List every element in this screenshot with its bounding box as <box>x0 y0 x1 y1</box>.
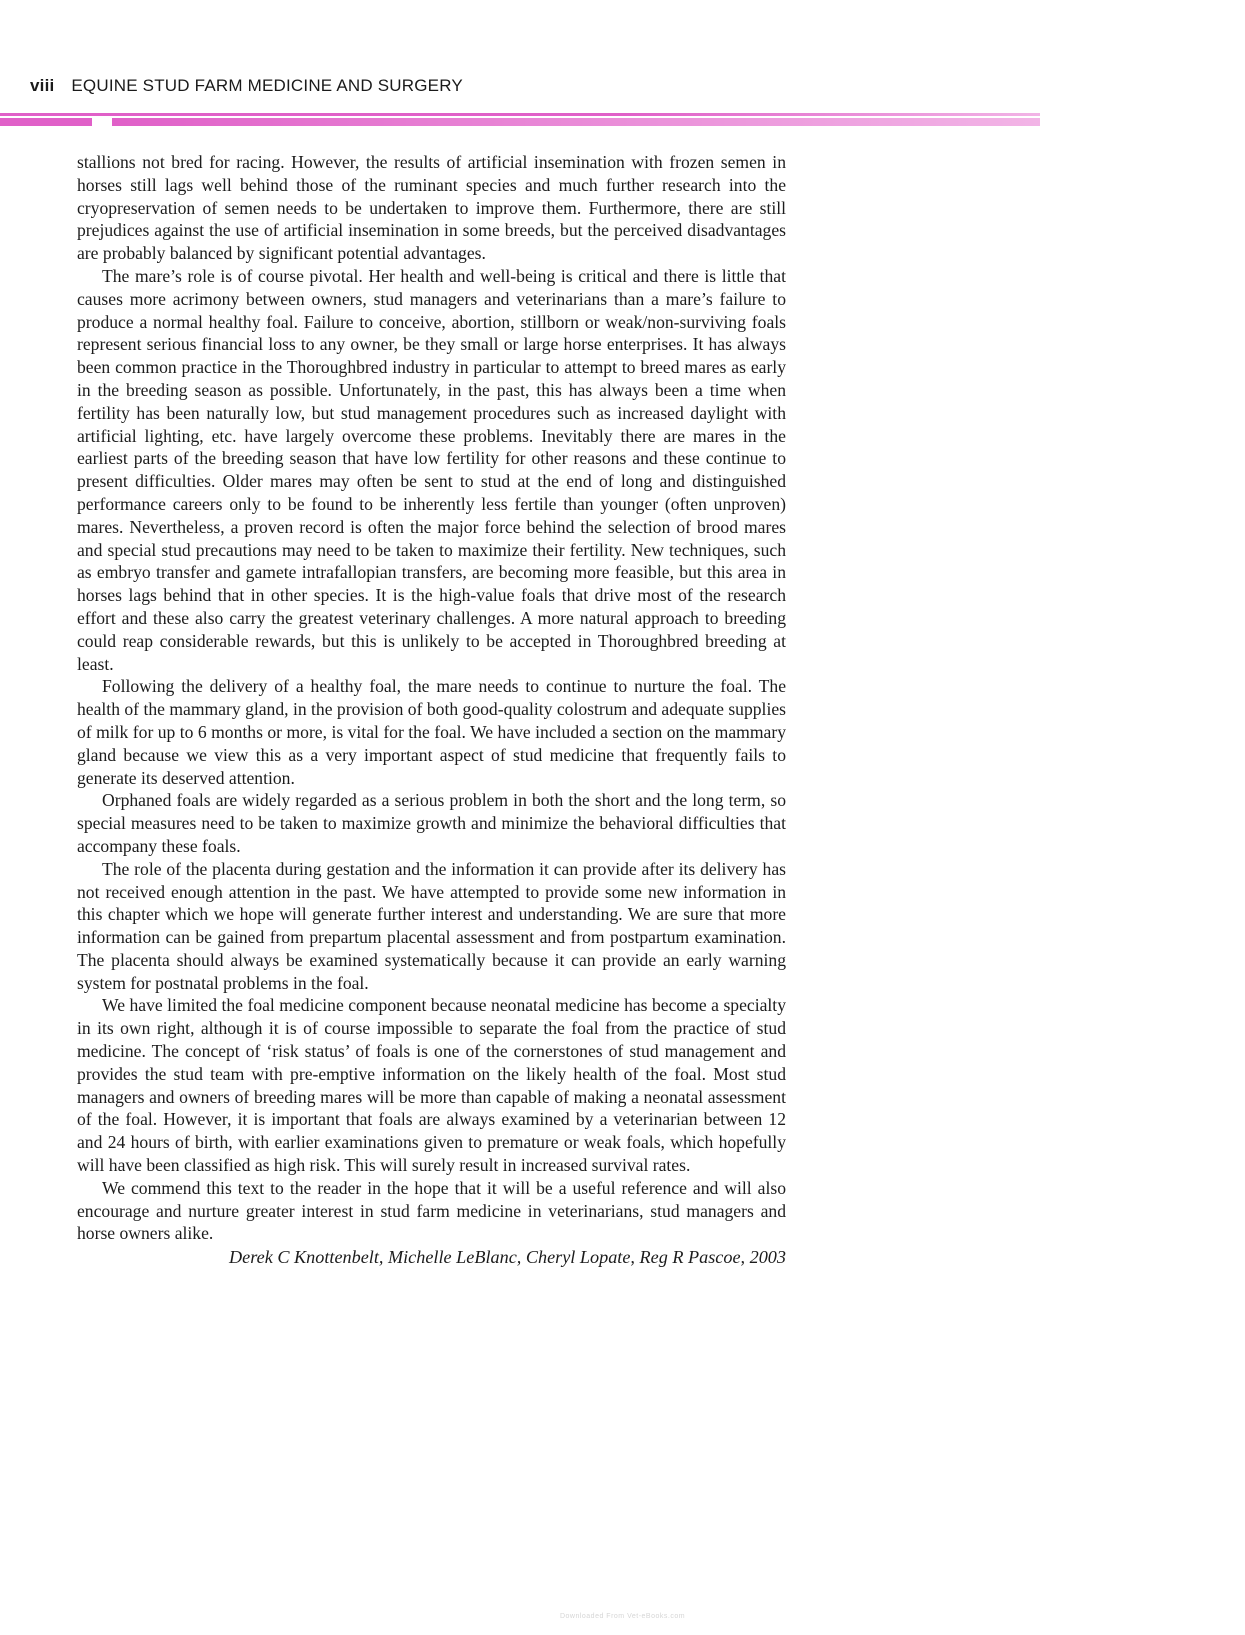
header-rule-thin <box>0 113 1040 116</box>
paragraph-2: The mare’s role is of course pivotal. Her health and well-being is critical and there is little that causes more acrimony between owners, stud managers and veterinarians than a mare’s failure to produce a normal healthy foal. Failure to conceive, abortion, stillborn or weak/non-surviving foals represent serious financial loss to any owner, be they small or large horse enterprises. It has always been common practice in the Thoroughbred industry in particular to attempt to breed mares as early in the breeding season as possible. Unfortunately, in the past, this has always been a time when fertility has been naturally low, but stud management procedures such as increased daylight with artificial lighting, etc. have largely overcome these problems. Inevitably there are mares in the earliest parts of the breeding season that have low fertility for other reasons and these continue to present difficulties. Older mares may often be sent to stud at the end of long and distinguished performance careers only to be found to be inherently less fertile than younger (often unproven) mares. Nevertheless, a proven record is often the major force behind the selection of brood mares and special stud precautions may need to be taken to maximize their fertility. New techniques, such as embryo transfer and gamete intrafallopian transfers, are becoming more feasible, but this area in horses lags behind that in other species. It is the high-value foals that drive most of the research effort and these also carry the greatest veterinary challenges. A more natural approach to breeding could reap considerable rewards, but this is unlikely to be accepted in Thoroughbred breeding at least. <box>77 265 786 674</box>
header-rule-left-block <box>0 118 92 126</box>
paragraph-3: Following the delivery of a healthy foal, the mare needs to continue to nurture the foal. The health of the mammary gland, in the provision of both good-quality colostrum and adequate supplies of milk for up to 6 months or more, is vital for the foal. We have included a section on the mammary gland because we view this as a very important aspect of stud medicine that frequently fails to generate its deserved attention. <box>77 676 786 788</box>
download-watermark: Downloaded From Vet-eBooks.com <box>559 1613 686 1620</box>
preface-body <box>77 151 786 1269</box>
header-rule-right-block <box>112 118 1040 126</box>
book-title: EQUINE STUD FARM MEDICINE AND SURGERY <box>71 76 463 95</box>
running-header <box>30 76 463 96</box>
header-rule <box>0 113 1040 127</box>
authors-signature: Derek C Knottenbelt, Michelle LeBlanc, Cheryl Lopate, Reg R Pascoe, 2003 <box>229 1247 786 1268</box>
paragraph-4: Orphaned foals are widely regarded as a serious problem in both the short and the long term, so special measures need to be taken to maximize growth and minimize the behavioral difficulties that accompany these foals. <box>77 790 786 856</box>
paragraph-5: The role of the placenta during gestation and the information it can provide after its delivery has not received enough attention in the past. We have attempted to provide some new information in this chapter which we hope will generate further interest and understanding. We are sure that more information can be gained from prepartum placental assessment and from postpartum examination. The placenta should always be examined systematically because it can provide an early warning system for postnatal problems in the foal. <box>77 858 786 993</box>
paragraph-1: stallions not bred for racing. However, the results of artificial insemination with frozen semen in horses still lags well behind those of the ruminant species and much further research into the cryopreservation of semen needs to be undertaken to improve them. Furthermore, there are still prejudices against the use of artificial insemination in some breeds, but the perceived disadvantages are probably balanced by significant potential advantages. <box>77 152 786 264</box>
paragraph-6: We have limited the foal medicine component because neonatal medicine has become a specialty in its own right, although it is of course impossible to separate the foal from the practice of stud medicine. The concept of ‘risk status’ of foals is one of the cornerstones of stud management and provides the stud team with pre-emptive information on the likely health of the foal. Most stud managers and owners of breeding mares will be more than capable of making a neonatal assessment of the foal. However, it is important that foals are always examined by a veterinarian between 12 and 24 hours of birth, with earlier examinations given to premature or weak foals, which hopefully will have been classified as high risk. This will surely result in increased survival rates. <box>77 995 786 1176</box>
page-number: viii <box>30 76 55 95</box>
paragraph-7: We commend this text to the reader in the hope that it will be a useful reference and will also encourage and nurture greater interest in stud farm medicine in veterinarians, stud managers and horse owners alike. <box>77 1177 786 1244</box>
